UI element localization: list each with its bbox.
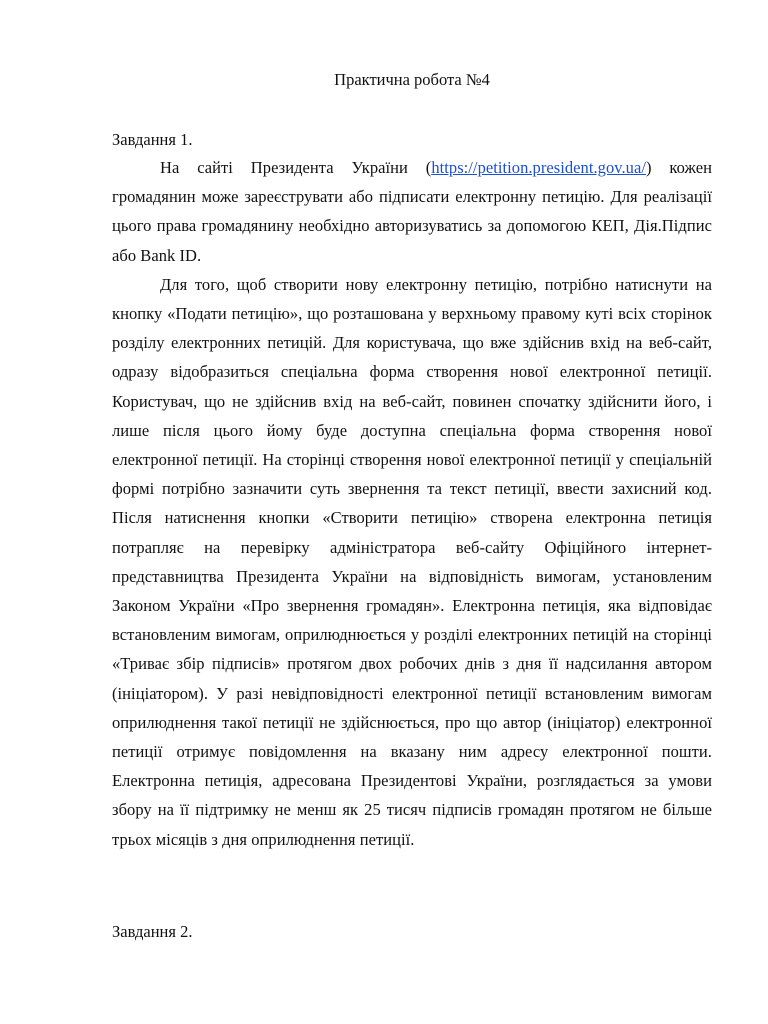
task-1-body — [112, 153, 712, 854]
task-1-paragraph-1 — [112, 153, 712, 270]
task-1-paragraph-2: Для того, щоб створити нову електронну петицію, потрібно натиснути на кнопку «Подати петицію», що розташована у верхньому правому куті всіх сторінок розділу електронних петицій. Для користувача, що вже здійснив вхід на веб-сайт, одразу відобразиться спеціальна форма створення нової електронної петиції. Користувач, що не здійснив вхід на веб-сайт, повинен спочатку здійснити його, і лише після цього йому буде доступна спеціальна форма створення нової електронної петиції. На сторінці створення нової електронної петиції у спеціальній формі потрібно зазначити суть звернення та текст петиції, ввести захисний код. Після натиснення кнопки «Створити петицію» створена електронна петиція потрапляє на перевірку адміністратора веб-сайту Офіційного інтернет-представництва Президента України на відповідність вимогам, установленим Законом України «Про звернення громадян». Електронна петиція, яка відповідає встановленим вимогам, оприлюднюється у розділі електронних петицій на сторінці «Триває збір підписів» протягом двох робочих днів з дня її надсилання автором (ініціатором). У разі невідповідності електронної петиції встановленим вимогам оприлюднення такої петиції не здійснюється, про що автор (ініціатор) електронної петиції отримує повідомлення на вказану ним адресу електронної пошти. Електронна петиція, адресована Президентові України, розглядається за умови збору на її підтримку не менш як 25 тисяч підписів громадян протягом не більше трьох місяців з дня оприлюднення петиції. — [112, 274, 712, 849]
task-2-heading: Завдання 2. — [112, 922, 193, 941]
task-1-heading: Завдання 1. — [112, 130, 193, 149]
petition-site-link[interactable]: https://petition.president.gov.ua/ — [431, 158, 646, 177]
paragraph-1-text-end: ) кожен громадянин може зареєструвати або підписати електронну петицію. Для реалізації цього права громадянину необхідно авторизуватись за допомогою КЕП, Дія.Підпис або Bank ID. — [112, 158, 713, 265]
document-title: Практична робота №4 — [334, 70, 490, 89]
paragraph-1-text-start: На сайті Президента України ( — [160, 158, 432, 177]
